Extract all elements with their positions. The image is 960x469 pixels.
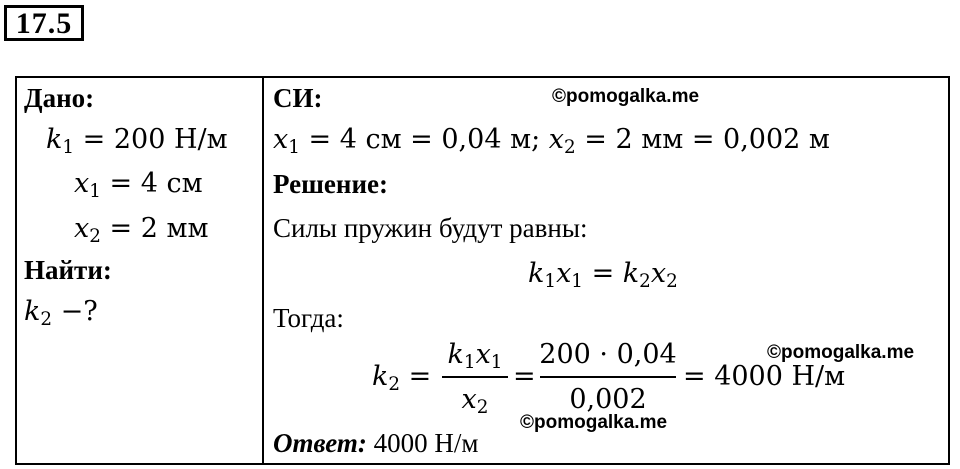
- find-k2: $k_2$ −?: [24, 296, 98, 331]
- fraction-2-denominator: 0,002: [569, 384, 647, 415]
- column-divider: [262, 76, 264, 465]
- answer: [273, 428, 478, 459]
- watermark: ©pomogalka.me: [520, 412, 668, 433]
- find-heading: Найти:: [24, 255, 112, 285]
- fraction-2-bar: [540, 376, 676, 378]
- given-x1: $x_1 = 4$ см: [74, 168, 203, 203]
- formula-result: = 4000 Н/м: [683, 361, 846, 392]
- si-heading: СИ:: [273, 83, 323, 113]
- fraction-1-denominator: $x_2$: [461, 384, 489, 419]
- given-k1: $k_1 = 200$ Н/м: [46, 124, 228, 159]
- fraction-1-bar: [442, 376, 508, 378]
- equality-formula: $k_1x_1 = k_2x_2$: [528, 258, 678, 293]
- fraction-2-numerator: 200 · 0,04: [539, 339, 677, 370]
- formula-equals: =: [513, 361, 536, 392]
- solution-text-1: Силы пружин будут равны:: [273, 213, 588, 243]
- solution-heading: Решение:: [273, 169, 388, 199]
- solution-text-2: Тогда:: [273, 303, 344, 333]
- fraction-1-numerator: $k_1x_1$: [447, 339, 503, 374]
- answer-label: Ответ:: [273, 428, 367, 458]
- watermark: ©pomogalka.me: [552, 86, 700, 107]
- si-conversion: $x_1 = 4$ см = 0,04 м; $x_2 = 2$ мм = 0,002 м: [273, 124, 830, 159]
- given-x2: $x_2 = 2$ мм: [74, 213, 209, 248]
- watermark: ©pomogalka.me: [767, 342, 915, 363]
- answer-value: 4000 Н/м: [366, 428, 479, 458]
- problem-number: 17.5: [4, 5, 84, 41]
- given-heading: Дано:: [24, 83, 95, 113]
- formula-lhs: $k_2$ =: [372, 361, 432, 396]
